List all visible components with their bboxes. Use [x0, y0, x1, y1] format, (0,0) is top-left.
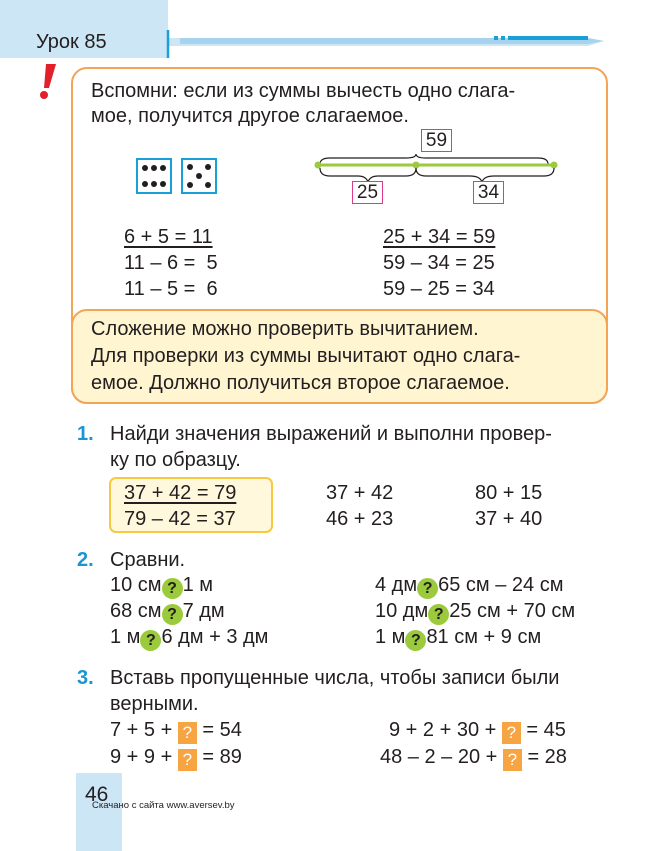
left-equation-diff1: 11 – 6 = 5 — [124, 252, 218, 274]
right-equation-diff1: 59 – 34 = 25 — [383, 252, 495, 274]
task1-sample-check: 79 – 42 = 37 — [124, 508, 236, 530]
compare-item: 4 дм ? 65 см – 24 см — [375, 574, 564, 597]
task1-expr: 37 + 40 — [475, 508, 543, 530]
compare-item: 1 м ? 6 дм + 3 дм — [110, 626, 269, 649]
lesson-title: Урок 85 — [36, 31, 107, 53]
question-mark-icon: ? — [428, 604, 449, 625]
task1-expr: 46 + 23 — [326, 508, 394, 530]
task2-number: 2. — [77, 549, 94, 571]
download-credit: Скачано с сайта www.aversev.by — [92, 800, 235, 811]
task1-expr: 37 + 42 — [326, 482, 394, 504]
segment-left-label: 25 — [352, 181, 383, 204]
compare-item: 1 м ? 81 см + 9 см — [375, 626, 542, 649]
question-mark-icon: ? — [162, 578, 183, 599]
task2-title: Сравни. — [110, 549, 186, 571]
compare-item: 68 см ? 7 дм — [110, 600, 225, 623]
task3-text-line1: Вставь пропущенные числа, чтобы записи были — [110, 667, 560, 689]
right-equation-sum: 25 + 34 = 59 — [383, 226, 496, 248]
dice-five-icon — [181, 158, 217, 194]
fill-in-item: 48 – 2 – 20 + ? = 28 — [380, 746, 567, 769]
rule-line1: Сложение можно проверить вычитанием. — [91, 318, 479, 340]
task3-text-line2: верными. — [110, 693, 199, 715]
task1-number: 1. — [77, 423, 94, 445]
compare-item: 10 см ? 1 м — [110, 574, 213, 597]
missing-number-box: ? — [178, 749, 197, 771]
question-mark-icon: ? — [162, 604, 183, 625]
question-mark-icon: ? — [405, 630, 426, 651]
page-number: 46 — [85, 783, 109, 806]
remember-text-line1: Вспомни: если из суммы вычесть одно слага- — [91, 80, 516, 102]
missing-number-box: ? — [178, 722, 197, 744]
missing-number-box: ? — [503, 749, 522, 771]
question-mark-icon: ? — [417, 578, 438, 599]
left-equation-sum: 6 + 5 = 11 — [124, 226, 213, 248]
segment-diagram — [310, 148, 566, 188]
right-equation-diff2: 59 – 25 = 34 — [383, 278, 495, 300]
fill-in-item: 9 + 9 + ? = 89 — [110, 746, 242, 769]
rule-line2: Для проверки из суммы вычитают одно слага- — [91, 345, 521, 367]
task3-number: 3. — [77, 667, 94, 689]
missing-number-box: ? — [502, 722, 521, 744]
segment-total-label: 59 — [421, 129, 452, 152]
fill-in-item: 9 + 2 + 30 + ? = 45 — [389, 719, 566, 742]
task1-text-line1: Найди значения выражений и выполни провер- — [110, 423, 552, 445]
left-equation-diff2: 11 – 5 = 6 — [124, 278, 218, 300]
segment-right-label: 34 — [473, 181, 504, 204]
task1-expr: 80 + 15 — [475, 482, 543, 504]
question-mark-icon: ? — [140, 630, 161, 651]
rule-line3: емое. Должно получиться второе слагаемое. — [91, 372, 510, 394]
exclamation-icon — [38, 62, 60, 102]
dice-six-icon — [136, 158, 172, 194]
fill-in-item: 7 + 5 + ? = 54 — [110, 719, 242, 742]
compare-item: 10 дм ? 25 см + 70 см — [375, 600, 576, 623]
task1-text-line2: ку по образцу. — [110, 449, 241, 471]
remember-text-line2: мое, получится другое слагаемое. — [91, 105, 409, 127]
task1-sample-sum: 37 + 42 = 79 — [124, 482, 237, 504]
